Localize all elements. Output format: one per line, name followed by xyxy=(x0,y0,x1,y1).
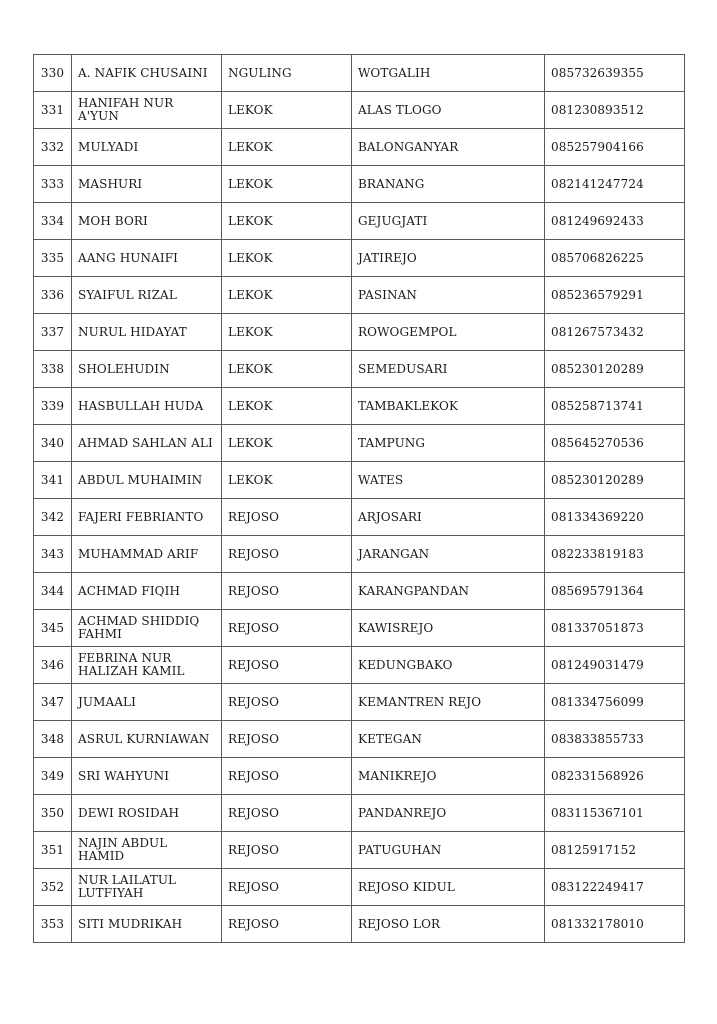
table-row xyxy=(34,610,685,647)
row-number-cell: 332 xyxy=(34,129,72,166)
desa-cell: PASINAN xyxy=(352,277,545,314)
name-cell: SHOLEHUDIN xyxy=(72,351,222,388)
phone-cell: 083122249417 xyxy=(545,869,685,906)
table-row xyxy=(34,536,685,573)
row-number-cell: 330 xyxy=(34,55,72,92)
kecamatan-cell: REJOSO xyxy=(222,869,352,906)
desa-cell: ROWOGEMPOL xyxy=(352,314,545,351)
desa-cell: JATIREJO xyxy=(352,240,545,277)
row-number-cell: 346 xyxy=(34,647,72,684)
desa-cell: TAMPUNG xyxy=(352,425,545,462)
row-number-cell: 352 xyxy=(34,869,72,906)
phone-cell: 082233819183 xyxy=(545,536,685,573)
phone-cell: 085236579291 xyxy=(545,277,685,314)
kecamatan-cell: LEKOK xyxy=(222,129,352,166)
phone-cell: 085230120289 xyxy=(545,351,685,388)
table-row xyxy=(34,166,685,203)
row-number-cell: 347 xyxy=(34,684,72,721)
desa-cell: KARANGPANDAN xyxy=(352,573,545,610)
table-row xyxy=(34,795,685,832)
phone-cell: 083115367101 xyxy=(545,795,685,832)
table-row xyxy=(34,869,685,906)
desa-cell: WATES xyxy=(352,462,545,499)
table-row xyxy=(34,92,685,129)
phone-cell: 085706826225 xyxy=(545,240,685,277)
row-number-cell: 343 xyxy=(34,536,72,573)
table-row xyxy=(34,758,685,795)
name-cell: MASHURI xyxy=(72,166,222,203)
participant-table-body xyxy=(34,55,685,943)
name-cell: ASRUL KURNIAWAN xyxy=(72,721,222,758)
row-number-cell: 353 xyxy=(34,906,72,943)
phone-cell: 085645270536 xyxy=(545,425,685,462)
row-number-cell: 341 xyxy=(34,462,72,499)
table-row xyxy=(34,240,685,277)
participant-table xyxy=(33,54,685,943)
kecamatan-cell: REJOSO xyxy=(222,906,352,943)
desa-cell: REJOSO LOR xyxy=(352,906,545,943)
desa-cell: MANIKREJO xyxy=(352,758,545,795)
name-cell: MULYADI xyxy=(72,129,222,166)
name-cell: AHMAD SAHLAN ALI xyxy=(72,425,222,462)
desa-cell: PATUGUHAN xyxy=(352,832,545,869)
row-number-cell: 350 xyxy=(34,795,72,832)
desa-cell: BALONGANYAR xyxy=(352,129,545,166)
kecamatan-cell: REJOSO xyxy=(222,795,352,832)
table-row xyxy=(34,129,685,166)
table-row xyxy=(34,314,685,351)
desa-cell: KETEGAN xyxy=(352,721,545,758)
table-row xyxy=(34,277,685,314)
phone-cell: 085230120289 xyxy=(545,462,685,499)
name-cell: SITI MUDRIKAH xyxy=(72,906,222,943)
phone-cell: 081249031479 xyxy=(545,647,685,684)
table-row xyxy=(34,573,685,610)
kecamatan-cell: LEKOK xyxy=(222,92,352,129)
desa-cell: WOTGALIH xyxy=(352,55,545,92)
row-number-cell: 337 xyxy=(34,314,72,351)
phone-cell: 082141247724 xyxy=(545,166,685,203)
table-row xyxy=(34,499,685,536)
desa-cell: SEMEDUSARI xyxy=(352,351,545,388)
name-cell: SYAIFUL RIZAL xyxy=(72,277,222,314)
name-cell: ACHMAD SHIDDIQ FAHMI xyxy=(72,610,222,647)
desa-cell: KEDUNGBAKO xyxy=(352,647,545,684)
table-row xyxy=(34,721,685,758)
row-number-cell: 345 xyxy=(34,610,72,647)
desa-cell: GEJUGJATI xyxy=(352,203,545,240)
phone-cell: 081249692433 xyxy=(545,203,685,240)
desa-cell: JARANGAN xyxy=(352,536,545,573)
name-cell: FEBRINA NUR HALIZAH KAMIL xyxy=(72,647,222,684)
kecamatan-cell: REJOSO xyxy=(222,499,352,536)
kecamatan-cell: NGULING xyxy=(222,55,352,92)
name-cell: HANIFAH NUR A'YUN xyxy=(72,92,222,129)
name-cell: DEWI ROSIDAH xyxy=(72,795,222,832)
phone-cell: 085257904166 xyxy=(545,129,685,166)
kecamatan-cell: REJOSO xyxy=(222,573,352,610)
desa-cell: PANDANREJO xyxy=(352,795,545,832)
table-row xyxy=(34,425,685,462)
kecamatan-cell: LEKOK xyxy=(222,203,352,240)
phone-cell: 081337051873 xyxy=(545,610,685,647)
name-cell: FAJERI FEBRIANTO xyxy=(72,499,222,536)
desa-cell: BRANANG xyxy=(352,166,545,203)
kecamatan-cell: REJOSO xyxy=(222,758,352,795)
table-row xyxy=(34,906,685,943)
kecamatan-cell: LEKOK xyxy=(222,277,352,314)
row-number-cell: 334 xyxy=(34,203,72,240)
kecamatan-cell: LEKOK xyxy=(222,351,352,388)
kecamatan-cell: REJOSO xyxy=(222,647,352,684)
name-cell: AANG HUNAIFI xyxy=(72,240,222,277)
name-cell: JUMAALI xyxy=(72,684,222,721)
table-row xyxy=(34,388,685,425)
row-number-cell: 351 xyxy=(34,832,72,869)
kecamatan-cell: LEKOK xyxy=(222,166,352,203)
name-cell: MOH BORI xyxy=(72,203,222,240)
name-cell: NUR LAILATUL LUTFIYAH xyxy=(72,869,222,906)
phone-cell: 082331568926 xyxy=(545,758,685,795)
name-cell: NAJIN ABDUL HAMID xyxy=(72,832,222,869)
table-row xyxy=(34,203,685,240)
kecamatan-cell: LEKOK xyxy=(222,462,352,499)
row-number-cell: 349 xyxy=(34,758,72,795)
phone-cell: 085695791364 xyxy=(545,573,685,610)
name-cell: SRI WAHYUNI xyxy=(72,758,222,795)
kecamatan-cell: LEKOK xyxy=(222,388,352,425)
kecamatan-cell: REJOSO xyxy=(222,684,352,721)
phone-cell: 081230893512 xyxy=(545,92,685,129)
name-cell: MUHAMMAD ARIF xyxy=(72,536,222,573)
desa-cell: ARJOSARI xyxy=(352,499,545,536)
desa-cell: ALAS TLOGO xyxy=(352,92,545,129)
kecamatan-cell: REJOSO xyxy=(222,832,352,869)
phone-cell: 085732639355 xyxy=(545,55,685,92)
row-number-cell: 335 xyxy=(34,240,72,277)
name-cell: ABDUL MUHAIMIN xyxy=(72,462,222,499)
row-number-cell: 344 xyxy=(34,573,72,610)
row-number-cell: 339 xyxy=(34,388,72,425)
table-row xyxy=(34,684,685,721)
row-number-cell: 342 xyxy=(34,499,72,536)
name-cell: HASBULLAH HUDA xyxy=(72,388,222,425)
kecamatan-cell: REJOSO xyxy=(222,536,352,573)
name-cell: A. NAFIK CHUSAINI xyxy=(72,55,222,92)
table-row xyxy=(34,55,685,92)
name-cell: ACHMAD FIQIH xyxy=(72,573,222,610)
row-number-cell: 340 xyxy=(34,425,72,462)
phone-cell: 08125917152 xyxy=(545,832,685,869)
kecamatan-cell: LEKOK xyxy=(222,240,352,277)
desa-cell: KEMANTREN REJO xyxy=(352,684,545,721)
row-number-cell: 331 xyxy=(34,92,72,129)
kecamatan-cell: REJOSO xyxy=(222,721,352,758)
table-row xyxy=(34,351,685,388)
row-number-cell: 338 xyxy=(34,351,72,388)
kecamatan-cell: REJOSO xyxy=(222,610,352,647)
table-row xyxy=(34,832,685,869)
kecamatan-cell: LEKOK xyxy=(222,425,352,462)
desa-cell: REJOSO KIDUL xyxy=(352,869,545,906)
phone-cell: 081334369220 xyxy=(545,499,685,536)
phone-cell: 081267573432 xyxy=(545,314,685,351)
table-row xyxy=(34,462,685,499)
kecamatan-cell: LEKOK xyxy=(222,314,352,351)
phone-cell: 083833855733 xyxy=(545,721,685,758)
desa-cell: TAMBAKLEKOK xyxy=(352,388,545,425)
phone-cell: 081332178010 xyxy=(545,906,685,943)
row-number-cell: 333 xyxy=(34,166,72,203)
desa-cell: KAWISREJO xyxy=(352,610,545,647)
row-number-cell: 348 xyxy=(34,721,72,758)
phone-cell: 085258713741 xyxy=(545,388,685,425)
table-row xyxy=(34,647,685,684)
row-number-cell: 336 xyxy=(34,277,72,314)
phone-cell: 081334756099 xyxy=(545,684,685,721)
name-cell: NURUL HIDAYAT xyxy=(72,314,222,351)
